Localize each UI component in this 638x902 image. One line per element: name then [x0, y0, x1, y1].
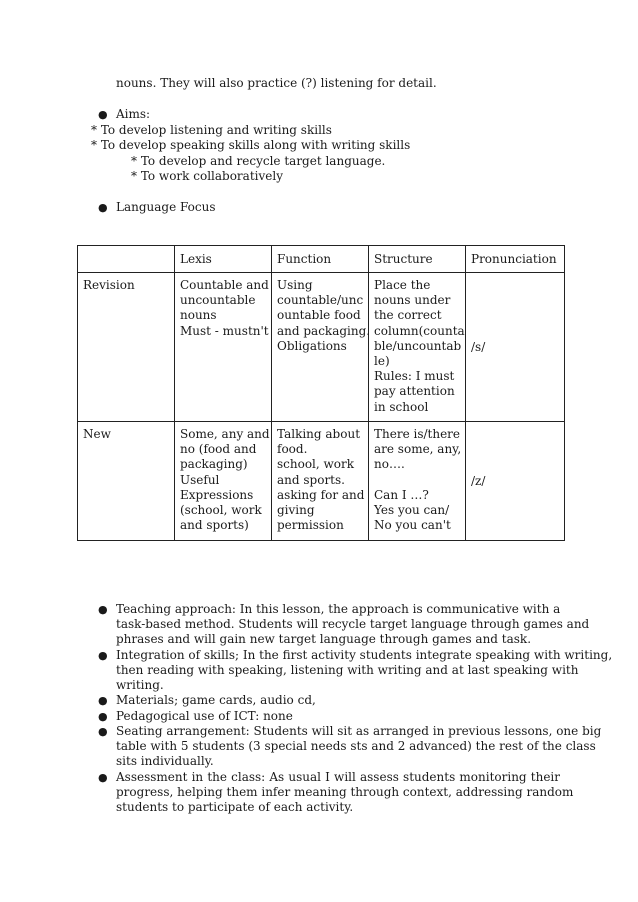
table-header-cell: Structure	[369, 246, 466, 273]
paragraph-line: Teaching approach: In this lesson, the approach is communicative with a	[116, 602, 561, 616]
bullet-dot: ●	[98, 710, 108, 723]
table-header-row	[78, 246, 565, 273]
cell-line: le)	[374, 354, 390, 369]
cell-line: Yes you can/	[374, 503, 450, 518]
cell-line: giving	[277, 503, 315, 518]
cell-line: pay attention	[374, 384, 455, 399]
aims-item: * To develop listening and writing skills	[91, 123, 332, 137]
cell-line: and sports.	[277, 472, 345, 487]
cell-line: food.	[277, 442, 308, 457]
cell-line: packaging)	[180, 457, 248, 472]
bullet-dot: ●	[98, 108, 108, 121]
cell-line: There is/there	[374, 427, 461, 441]
cell-line: asking for and	[277, 487, 365, 502]
aims-title: Aims:	[116, 107, 151, 121]
cell-line: Useful	[180, 472, 220, 487]
bullet-dot: ●	[98, 771, 108, 784]
cell-line: column(counta	[374, 323, 465, 338]
cell-line: Rules: I must	[374, 369, 455, 384]
cell-line: no….	[374, 457, 405, 472]
bullet-dot: ●	[98, 694, 108, 707]
paragraph-line: Assessment in the class: As usual I will assess students monitoring their	[116, 770, 560, 784]
cell-line: Place the	[374, 278, 431, 292]
pronunciation-cell: /z/	[466, 422, 565, 541]
lexis-cell	[175, 422, 272, 541]
paragraph-line: phrases and will gain new target language through games and task.	[116, 632, 532, 647]
paragraph-line: table with 5 students (3 special needs sts and 2 advanced) the rest of the class	[116, 739, 596, 754]
pronunciation-cell: /s/	[466, 273, 565, 422]
row-label: New	[78, 422, 175, 541]
paragraph-line: then reading with speaking, listening with writing and at last speaking with	[116, 663, 579, 678]
table-row	[78, 273, 565, 422]
structure-cell	[369, 273, 466, 422]
cell-line: Must - mustn't	[180, 323, 269, 338]
cell-line: Can I …?	[374, 487, 429, 502]
cell-line: and packaging.	[277, 323, 371, 338]
cell-line: (school, work	[180, 503, 262, 518]
cell-line	[374, 473, 461, 488]
paragraph-line: Materials; game cards, audio cd,	[116, 693, 316, 707]
cell-line: ountable food	[277, 308, 361, 323]
bullet-paragraph	[116, 602, 590, 648]
language-focus-table	[77, 245, 565, 541]
paragraph-line: Integration of skills; In the first activity students integrate speaking with writing,	[116, 648, 613, 662]
cell-line: Some, any and	[180, 427, 270, 441]
bullet-dot: ●	[98, 603, 108, 616]
cell-line: countable/unc	[277, 293, 364, 308]
cell-line: ble/uncountab	[374, 338, 462, 353]
table-header-cell: Lexis	[175, 246, 272, 273]
table-header-cell: Pronunciation	[466, 246, 565, 273]
cell-line: nouns	[180, 308, 217, 323]
table-row	[78, 422, 565, 541]
cell-line: school, work	[277, 457, 355, 472]
cell-line: Using	[277, 278, 313, 292]
bullet-paragraph	[116, 724, 602, 770]
paragraph-line: writing.	[116, 678, 164, 693]
function-cell	[272, 422, 369, 541]
row-label: Revision	[78, 273, 175, 422]
paragraph-line: students to participate of each activity.	[116, 800, 354, 815]
bullet-paragraph	[116, 648, 613, 694]
structure-cell	[369, 422, 466, 541]
aims-item: * To develop and recycle target language.	[131, 154, 386, 168]
cell-line: Countable and	[180, 278, 269, 292]
paragraph-line: task-based method. Students will recycle target language through games and	[116, 617, 590, 632]
bullet-dot: ●	[98, 649, 108, 662]
cell-line: no (food and	[180, 442, 257, 457]
cell-line: No you can't	[374, 518, 451, 533]
paragraph-line: progress, helping them infer meaning through context, addressing random	[116, 785, 574, 800]
aims-item: * To develop speaking skills along with writing skills	[91, 138, 411, 152]
aims-item: * To work collaboratively	[131, 169, 283, 183]
paragraph-line: sits individually.	[116, 754, 214, 769]
paragraph-line: Pedagogical use of ICT: none	[116, 709, 293, 723]
bullet-dot: ●	[98, 725, 108, 738]
lexis-cell	[175, 273, 272, 422]
paragraph-line: Seating arrangement: Students will sit as arranged in previous lessons, one big	[116, 724, 602, 738]
language-focus-title: Language Focus	[116, 200, 216, 214]
function-cell	[272, 273, 369, 422]
cell-line: permission	[277, 518, 344, 533]
table-header-cell: Function	[272, 246, 369, 273]
cell-line: and sports)	[180, 518, 249, 533]
cell-line: Obligations	[277, 338, 347, 353]
cell-line: nouns under	[374, 293, 451, 308]
bullet-paragraph	[116, 693, 560, 708]
cell-line: Expressions	[180, 487, 254, 502]
cell-line: uncountable	[180, 293, 256, 308]
bullet-dot: ●	[98, 201, 108, 214]
cell-line: the correct	[374, 308, 442, 323]
cell-line: in school	[374, 399, 429, 414]
intro-line: nouns. They will also practice (?) listening for detail.	[116, 76, 437, 90]
table-header-cell	[78, 246, 175, 273]
cell-line: Talking about	[277, 427, 361, 441]
bullet-paragraph	[116, 770, 574, 816]
cell-line: are some, any,	[374, 442, 462, 457]
bullet-paragraph	[116, 709, 560, 724]
